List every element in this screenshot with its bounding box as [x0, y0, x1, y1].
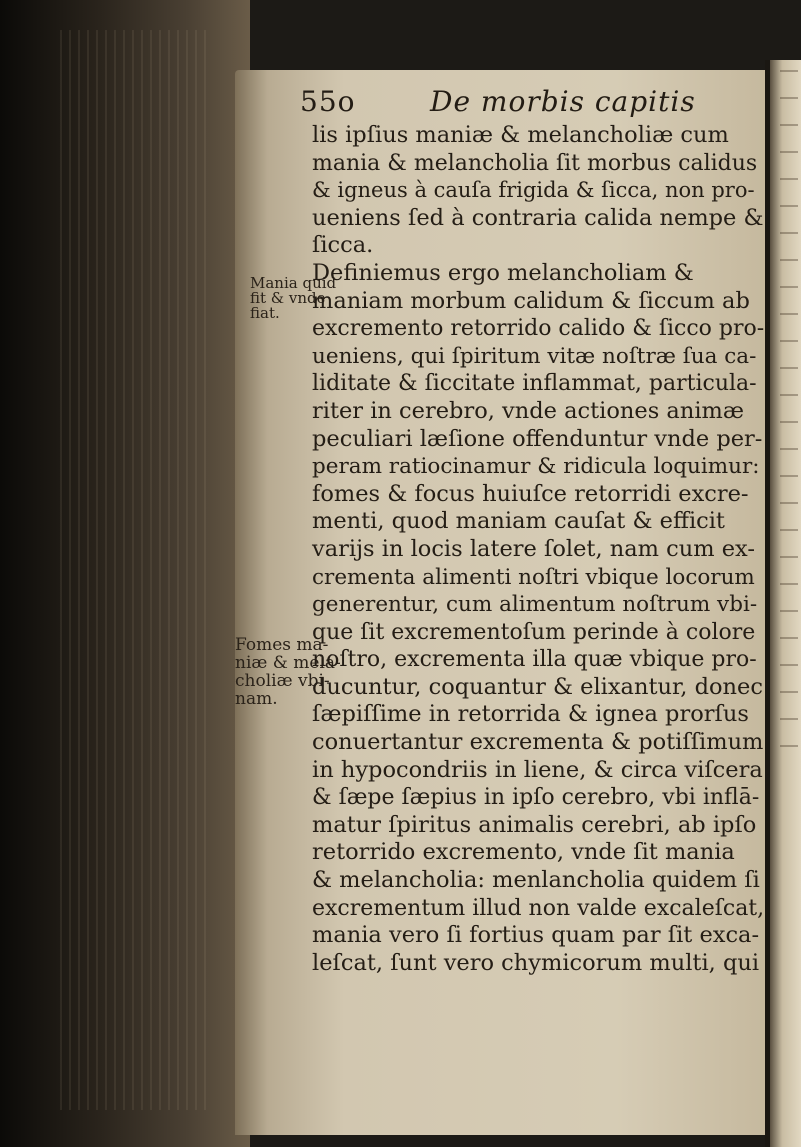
page-header	[300, 85, 760, 125]
text-line: menti, quod maniam cauſat & efficit	[312, 508, 725, 535]
text-line: riter in cerebro, vnde actiones animæ	[312, 397, 745, 424]
text-line: retorrido excremento, vnde ſit mania	[312, 839, 735, 866]
text-line: mania vero ſi fortius quam par ſit exca-	[312, 922, 760, 949]
text-line: excremento retorrido calido & ſicco pro-	[312, 316, 765, 342]
text-line: conuertantur excrementa & potiſſimum	[312, 729, 764, 756]
text-line: & igneus à cauſa frigida & ſicca, non pro-	[312, 178, 755, 203]
text-line: & melancholia: menlancholia quidem ſi	[312, 867, 760, 894]
text-line: leſcat, ſunt vero chymicorum multi, qui	[312, 949, 760, 976]
text-line: generentur, cum alimentum noſtrum vbi-	[312, 592, 758, 618]
page-number: 55o	[300, 85, 356, 118]
text-line: mania & melancholia ſit morbus calidus	[312, 150, 758, 176]
text-line: ſicca.	[312, 232, 374, 259]
margin-note-line: fiat.	[250, 304, 280, 322]
text-line: ueniens ſed à contraria calida nempe &	[312, 204, 764, 231]
margin-note-line: nam.	[235, 689, 278, 709]
text-line: Definiemus ergo melancholiam &	[312, 259, 694, 286]
text-line: matur ſpiritus animalis cerebri, ab ipſo	[312, 811, 757, 838]
margin-note-line: fit & vnde	[250, 289, 326, 307]
text-line: excrementum illud non valde excaleſcat,	[312, 895, 765, 921]
text-line: que ſit excrementoſum perinde à colore	[312, 619, 756, 645]
margin-note-line: choliæ vbi-	[235, 671, 330, 691]
text-line: varijs in locis latere ſolet, nam cum ex-	[312, 535, 755, 562]
text-line: ueniens, qui ſpiritum vitæ noſtræ ſua ca-	[312, 343, 757, 369]
margin-note-line: Mania quid	[250, 274, 337, 292]
running-title: De morbis capitis	[430, 85, 696, 118]
text-line: ſæpiſſime in retorrida & ignea prorſus	[312, 701, 749, 728]
text-line: fomes & focus huiuſce retorridi excre-	[312, 480, 749, 507]
left-page-edges	[60, 30, 210, 1110]
text-line: liditate & ſiccitate inflammat, particula-	[312, 371, 757, 397]
text-line: peram ratiocinamur & ridicula loquimur:	[312, 454, 760, 480]
margin-note-line: Fomes ma-	[235, 635, 329, 655]
body-text	[312, 122, 764, 977]
text-line: peculiari læſione offenduntur vnde per-	[312, 425, 763, 452]
right-page-edge	[770, 60, 801, 1147]
text-line: noſtro, excrementa illa quæ vbique pro-	[312, 647, 757, 673]
text-line: maniam morbum calidum & ſiccum ab	[312, 287, 750, 314]
text-line: ducuntur, coquantur & elixantur, donec	[312, 673, 763, 700]
text-line: in hypocondriis in liene, & circa viſcera	[312, 756, 763, 783]
text-line: crementa alimenti noſtri vbique locorum	[312, 564, 755, 590]
text-line: & ſæpe ſæpius in ipſo cerebro, vbi inflā-	[312, 785, 760, 811]
margin-note-line: niæ & melá-	[235, 653, 341, 673]
text-line: lis ipſius maniæ & melancholiæ cum	[312, 122, 729, 148]
